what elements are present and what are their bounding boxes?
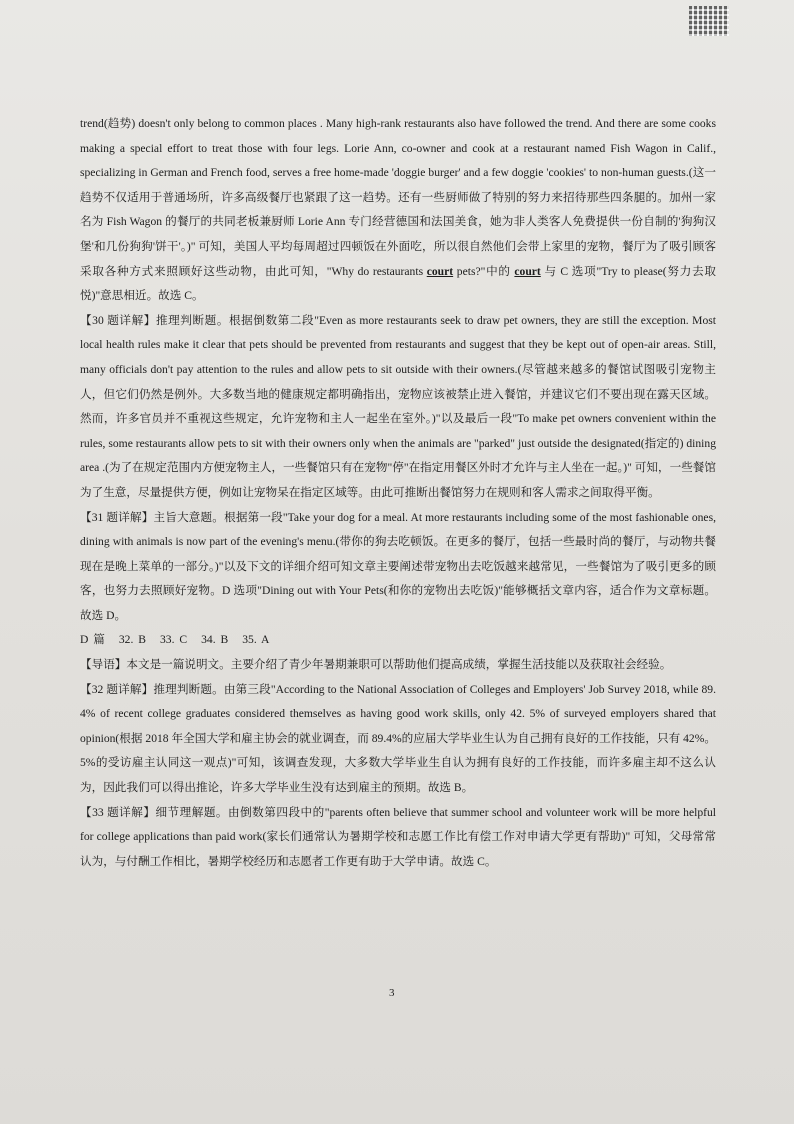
page-number: 3 [389,987,395,999]
answer-explanation-body [80,112,716,874]
paragraph-31-explanation: 【31 题详解】主旨大意题。根据第一段"Take your dog for a meal. At more restaurants including some of the most fashionable ones, dining with animals is now part of the evening's menu.(带你的狗去吃顿饭。在更多的餐厅，包括一些最时尚的餐厅，与动物共餐现在是晚上菜单的一部分。)"以及下文的详细介绍可知文章主要阐述带宠物出去吃饭越来越常见，一些餐馆为了吸引更多的顾客，也努力去照顾好宠物。D 选项"Dining out with Your Pets(和你的宠物出去吃饭)"能够概括文章内容，适合作为文章标题。故选 D。 [80,510,716,622]
paragraph-33-explanation: 【33 题详解】细节理解题。由倒数第四段中的"parents often believe that summer school and volunteer work will be more helpful for college applications than paid work(家长们通常认为暑期学校和志愿工作比有偿工作对申请大学更有帮助)" 可知，父母常常认为，与付酬工作相比，暑期学校经历和志愿者工作更有助于大学申请。故选 C。 [80,805,716,868]
answer-32: 32. B [118,633,146,647]
paragraph-32-explanation: 【32 题详解】推理判断题。由第三段"According to the National Association of Colleges and Employers' Job Survey 2018, while 89. 4% of recent college graduates considered themselves as having good work skills, only 42. 5% of surveyed employers shared that opinion(根据 2018 年全国大学和雇主协会的就业调查，而 89.4%的应届大学毕业生认为自己拥有良好的工作技能，只有 42%。5%的受访雇主认同这一观点)"可知，该调查发现，大多数大学毕业生自认为拥有良好的工作技能，而许多雇主却不这么认为，因此我们可以得出推论，许多大学毕业生没有达到雇主的预期。故选 B。 [80,682,716,795]
section-label: D 篇 [80,633,105,647]
passage-intro: 【导语】本文是一篇说明文。主要介绍了青少年暑期兼职可以帮助他们提高成绩，掌握生活技能以及获取社会经验。 [80,658,672,672]
paragraph-29-explanation: trend(趋势) doesn't only belong to common places . Many high-rank restaurants also have followed the trend. And there are some cooks making a special effort to treat those with four legs. Lorie Ann, co-owner and cook at a restaurant named Fish Wagon in Calif., specializing in German and French food, serves a free home-made 'doggie burger' and a few doggie 'cookies' to non-human guests.(这一趋势不仅适用于普通场所，许多高级餐厅也紧跟了这一趋势。还有一些厨师做了特别的努力来招待那些四条腿的。加州一家名为 Fish Wagon 的餐厅的共同老板兼厨师 Lorie Ann 专门经营德国和法国美食，她为非人类客人免费提供一份自制的'狗狗汉堡'和几份狗狗'饼干'。)" 可知，美国人平均每周超过四顿饭在外面吃，所以很自然他们会带上家里的宠物，餐厅为了吸引顾客采取各种方式来照顾好这些动物，由此可知，"Why do restaurants court pets?"中的 court 与 C 选项"Try to please(努力去取悦)"意思相近。故选 C。 [80,117,716,303]
answer-35: 35. A [242,633,270,647]
paragraph-30-explanation: 【30 题详解】推理判断题。根据倒数第二段"Even as more restaurants seek to draw pet owners, they are still the exception. Most local health rules make it clear that pets should be prevented from restaurants and suggest that they be kept out of open-air areas. Still, many officials don't pay attention to the rules and allow pets to sit outside with their owners.(尽管越来越多的餐馆试图吸引宠物主人，但它们仍然是例外。大多数当地的健康规定都明确指出，宠物应该被禁止进入餐馆，并建议它们不要出现在露天区域。然而，许多官员并不重视这些规定，允许宠物和主人一起坐在室外。)"以及最后一段"To make pet owners convenient within the rules, some restaurants allow pets to sit with their owners only when the animals are "parked" just outside the designated(指定的) dining area .(为了在规定范围内方便宠物主人，一些餐馆只有在宠物"停"在指定用餐区外时才允许与主人坐在一起。)" 可知，一些餐馆为了生意，尽量提供方便，例如让宠物呆在指定区域等。由此可推断出餐馆努力在规则和客人需求之间取得平衡。 [80,313,716,499]
answer-33: 33. C [160,633,188,647]
keyword-court: court [514,264,541,278]
answer-34: 34. B [201,633,229,647]
keyword-court: court [426,264,454,278]
section-d-answers [80,628,716,653]
qr-code-icon [689,6,729,36]
